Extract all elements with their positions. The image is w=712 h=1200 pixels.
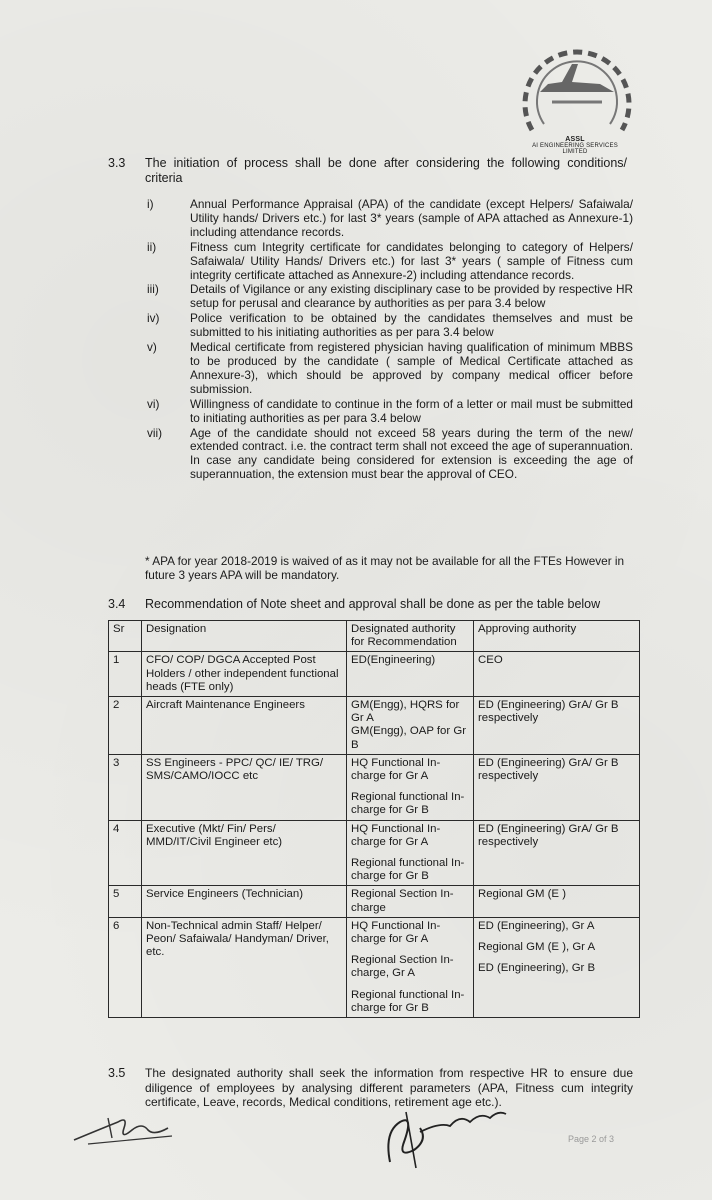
criteria-item: iii) Details of Vigilance or any existing disciplinary case to be provided by respective HR setup for perusal and clearance by authorities as per para 3.4 below — [147, 282, 633, 311]
criteria-item: vi) Willingness of candidate to continue in the form of a letter or mail must be submitted to initiating authorities as per para 3.4 below — [147, 396, 633, 425]
section-3-4-number: 3.4 — [108, 597, 126, 611]
page-number: Page 2 of 3 — [568, 1134, 615, 1144]
table-row: 6 Non-Technical admin Staff/ Helper/ Peon/ Safaiwala/ Handyman/ Driver, etc. HQ Functional In-charge for Gr A Regional Section In-charge, Gr A Regional functional In-charge for Gr B ED (Engineering), Gr A Regional GM (E ), Gr A ED (Engineering), Gr B — [109, 917, 640, 1017]
table-row: 1 CFO/ COP/ DGCA Accepted Post Holders / other independent functional heads (FTE only) ED(Engineering) CEO — [109, 652, 640, 697]
criteria-item: vii) Age of the candidate should not exceed 58 years during the term of the new/ extended contract. i.e. the contract term shall not exceed the age of superannuation. In case any candidate being considered for extension is exceeding the age of superannuation, the extension must bear the approval of CEO. — [147, 425, 633, 482]
table-header-row — [109, 621, 640, 652]
section-3-3-heading: The initiation of process shall be done after considering the following conditions/ criteria — [145, 156, 627, 185]
header-recommendation: Designated authority for Recommendation — [347, 621, 474, 652]
logo-caption: ASSL AI ENGINEERING SERVICES LIMITED — [532, 136, 618, 155]
header-designation: Designation — [142, 621, 347, 652]
table-row: 4 Executive (Mkt/ Fin/ Pers/ MMD/IT/Civil Engineer etc) HQ Functional In-charge for Gr A Regional functional In-charge for Gr B ED (Engineering) GrA/ Gr B respectively — [109, 820, 640, 886]
header-sr: Sr — [109, 621, 142, 652]
section-3-5-text: The designated authority shall seek the information from respective HR to ensure due diligence of employees by analysing different parameters (APA, Fitness cum integrity certificate, Leave, records, Medical conditions, retirement age etc.). — [145, 1066, 633, 1109]
section-3-3-number: 3.3 — [108, 156, 126, 170]
table-row: 3 SS Engineers - PPC/ QC/ IE/ TRG/ SMS/CAMO/IOCC etc HQ Functional In-charge for Gr A Regional functional In-charge for Gr B ED (Engineering) GrA/ Gr B respectively — [109, 754, 640, 820]
criteria-item: i) Annual Performance Appraisal (APA) of the candidate (except Helpers/ Safaiwala/ Utility hands/ Drivers etc.) for last 3* years (sample of APA attached as Annexure-1) including attendance records. — [147, 197, 633, 239]
criteria-list — [145, 198, 633, 483]
header-approving: Approving authority — [474, 621, 640, 652]
criteria-item: v) Medical certificate from registered physician having qualification of minimum MBBS to be produced by the candidate ( sample of Medical Certificate attached as Annexure-3), which should be approved by company medical officer before submission. — [147, 340, 633, 396]
table-row: 2 Aircraft Maintenance Engineers GM(Engg), HQRS for Gr A GM(Engg), OAP for Gr B ED (Engineering) GrA/ Gr B respectively — [109, 697, 640, 755]
table-row: 5 Service Engineers (Technician) Regional Section In-charge Regional GM (E ) — [109, 886, 640, 917]
signature-right — [370, 1092, 510, 1172]
criteria-item: ii) Fitness cum Integrity certificate for candidates belonging to category of Helpers/ Safaiwala/ Utility Hands/ Drivers etc.) for last 3* years ( sample of Fitness cum integrity certificate attached as Annexure-2) including attendance records. — [147, 239, 633, 282]
section-3-5-number: 3.5 — [108, 1066, 126, 1080]
recommendation-table — [108, 620, 640, 1018]
criteria-item: iv) Police verification to be obtained by the candidates themselves and must be submitted to his initiating authorities as per para 3.4 below — [147, 311, 633, 340]
section-3-4-heading: Recommendation of Note sheet and approval shall be done as per the table below — [145, 597, 601, 611]
signature-left — [68, 1100, 178, 1150]
company-logo — [512, 20, 642, 148]
apa-footnote: * APA for year 2018-2019 is waived of as it may not be available for all the FTEs However in future 3 years APA will be mandatory. — [145, 554, 625, 582]
